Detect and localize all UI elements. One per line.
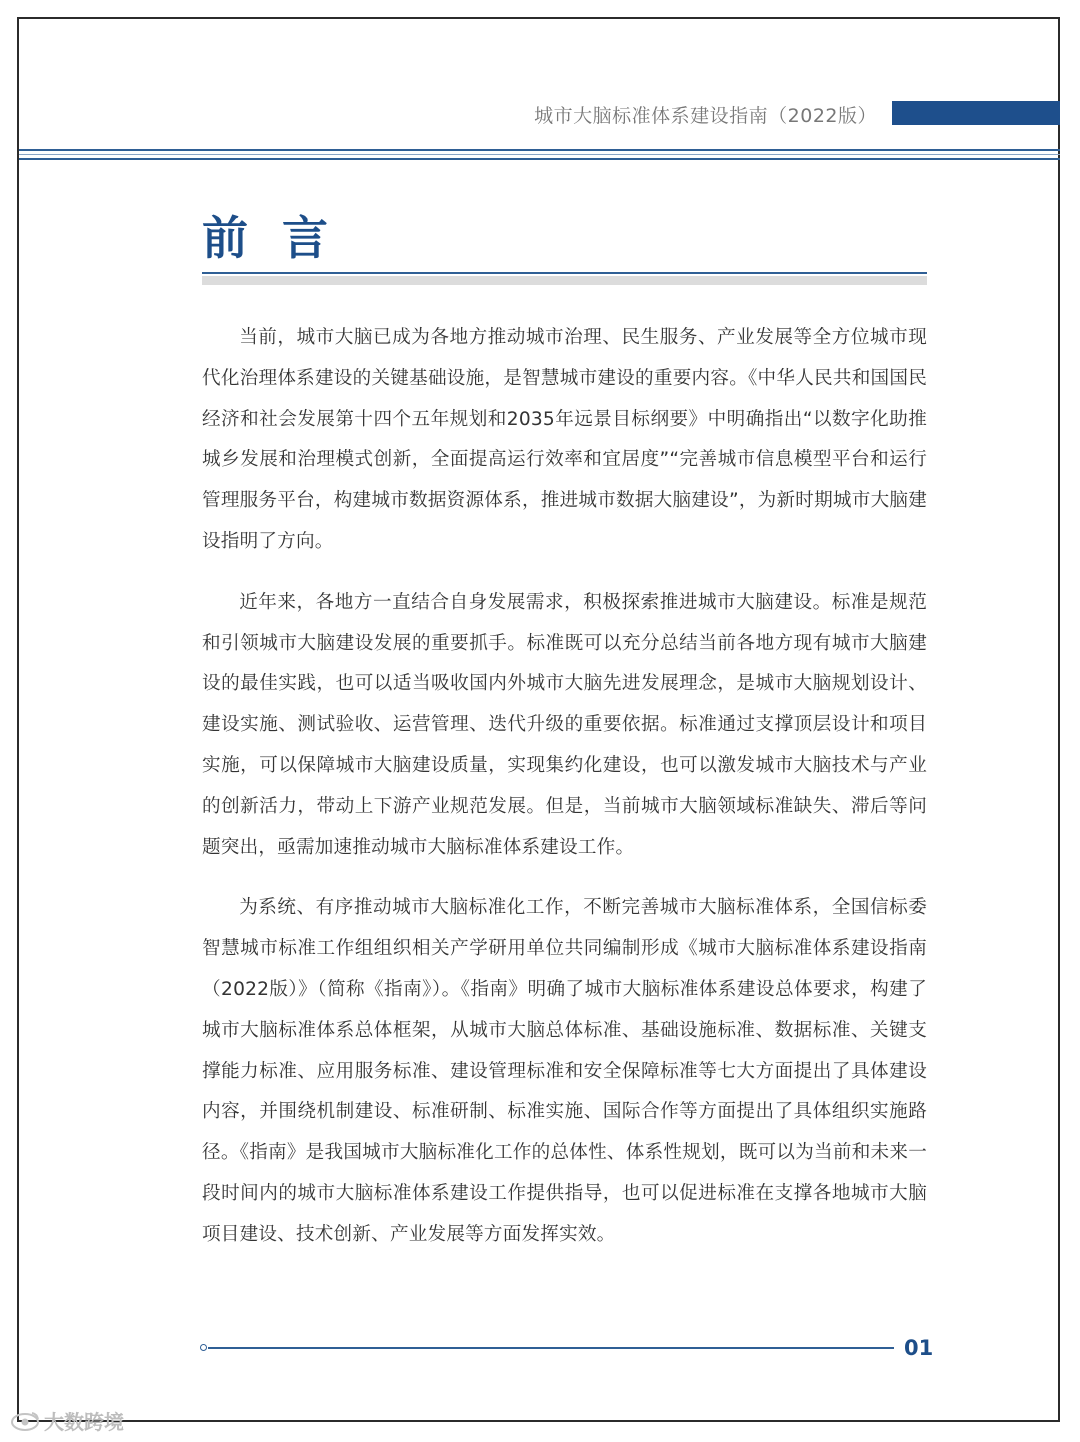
paragraph-2: 近年来，各地方一直结合自身发展需求，积极探索推进城市大脑建设。标准是规范和引领城市大脑建设发展的重要抓手。标准既可以充分总结当前各地方现有城市大脑建设的最佳实践，也可以适当吸收国内外城市大脑先进发展理念，是城市大脑规划设计、建设实施、测试验收、运营管理、迭代升级的重要依据。标准通过支撑顶层设计和项目实施，可以保障城市大脑建设质量，实现集约化建设，也可以激发城市大脑技术与产业的创新活力，带动上下游产业规范发展。但是，当前城市大脑领域标准缺失、滞后等问题突出，亟需加速推动城市大脑标准体系建设工作。 <box>202 591 927 858</box>
footer-circle <box>200 1344 207 1351</box>
weibo-eye-icon <box>10 1410 40 1432</box>
header-rule <box>19 149 1060 151</box>
header-rule <box>19 154 1060 155</box>
watermark <box>10 1406 124 1435</box>
section-title: 前言 <box>202 211 362 265</box>
header-rule <box>19 158 1060 160</box>
paragraph-1: 当前，城市大脑已成为各地方推动城市治理、民生服务、产业发展等全方位城市现代化治理体系建设的关键基础设施，是智慧城市建设的重要内容。《中华人民共和国国民经济和社会发展第十四个五年规划和2035年远景目标纲要》中明确指出“以数字化助推城乡发展和治理模式创新，全面提高运行效率和宜居度”“完善城市信息模型平台和运行管理服务平台，构建城市数据资源体系，推进城市数据大脑建设”，为新时期城市大脑建设指明了方向。 <box>202 327 927 552</box>
page-number: 01 <box>904 1336 934 1360</box>
title-underline <box>202 272 927 274</box>
running-header-bar <box>892 101 1060 125</box>
running-header-title: 城市大脑标准体系建设指南（2022版） <box>534 105 877 127</box>
watermark-text: 大数跨境 <box>44 1410 124 1434</box>
paragraph-3: 为系统、有序推动城市大脑标准化工作，不断完善城市大脑标准体系，全国信标委智慧城市标准工作组组织相关产学研用单位共同编制形成《城市大脑标准体系建设指南（2022版）》（简称《指南》）。《指南》明确了城市大脑标准体系建设总体要求，构建了城市大脑标准体系总体框架，从城市大脑总体标准、基础设施标准、数据标准、关键支撑能力标准、应用服务标准、建设管理标准和安全保障标准等七大方面提出了具体建设内容，并围绕机制建设、标准研制、标准实施、国际合作等方面提出了具体组织实施路径。《指南》是我国城市大脑标准化工作的总体性、体系性规划，既可以为当前和未来一段时间内的城市大脑标准体系建设工作提供指导，也可以促进标准在支撑各地城市大脑项目建设、技术创新、产业发展等方面发挥实效。 <box>202 897 927 1245</box>
footer-rule <box>208 1347 894 1349</box>
title-underline-shadow <box>202 276 927 285</box>
body-content <box>202 318 927 1276</box>
